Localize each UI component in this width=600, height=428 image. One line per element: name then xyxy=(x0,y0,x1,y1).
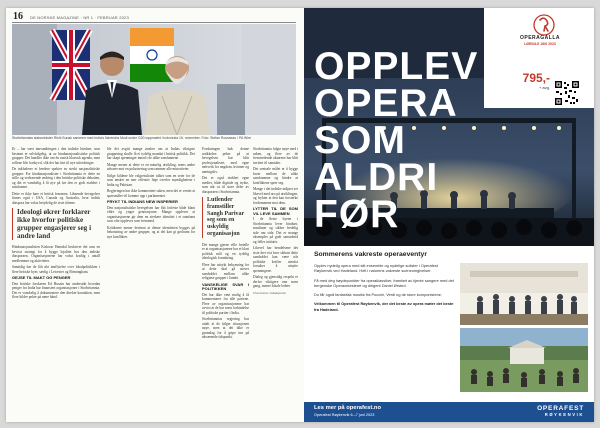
paragraph-highlight: Velkommen til Operafest Røykenvik, der det beste av opera møter det beste fra Hadeland. xyxy=(314,301,454,312)
paragraph: Likevel har hendelsene det siste året vist hvor sårbart dette samholdet kan være når politiske krefter utenfra forsøker å utnytte spenningene. xyxy=(253,246,298,273)
article-column-3 xyxy=(202,147,249,417)
headline-line: SOM xyxy=(314,119,406,162)
headline-line: ALDRI xyxy=(314,156,439,199)
section-heading: VANSKELIGE SVAR I POLITIKKEN xyxy=(202,281,249,292)
opera-summer-ad xyxy=(304,246,594,422)
article-column-2 xyxy=(107,147,195,417)
paragraph: De inkluderer et bredere spekter av sterkt nasjonalistiske grupper. For hindunasjonalister i Storbritannia er dette en stille og vedvarende endring i den britiske politiske debatten, og det er vanskelig å få øye på før den er godt etablert i samfunnet. xyxy=(12,167,100,189)
operafest-brand xyxy=(537,406,584,418)
running-head: DE NORSKE MAGAZINE · NR 1 · FEBRUAR 2023 xyxy=(30,15,129,20)
lakeside-audience-photo xyxy=(460,328,588,392)
paragraph: Storbritannias regjering har uttalt at de følger situasjonen nøye, men at det ikke er grunnlag for å gripe inn på nåværende tidspunkt. xyxy=(202,317,249,340)
price-value: 795,- xyxy=(522,71,550,85)
paragraph: Få med deg høydepunkter fra operaklassiker, framført av kjente sangere med det bergenske Operaorkesteret og dirigent Daniel Ørsted. xyxy=(314,277,454,288)
price-note: + avg. xyxy=(538,85,550,90)
headline-line: OPERA xyxy=(314,82,458,125)
headline-line: FØR xyxy=(314,193,400,236)
paragraph: Hindunasjonalisten Kishwar Hansdal beskriver det som en bevisst strategi for å bygge lojalitet hos den indiske diasporaen. Organisasjonene har vokst kraftig i antall medlemmer og aktiviteter. xyxy=(12,245,100,263)
event-name: OPERAGALLA xyxy=(520,35,560,41)
paragraph: Dette er ikke bare et britisk fenomen. Liknende bevegelser finnes også i USA, Canada og Australia, hvor indisk diaspora har vokst betydelig de siste tiårene. xyxy=(12,191,100,205)
magazine-spread xyxy=(6,8,594,422)
section-heading: LYTTER TIL DE SOM VIL LEVE SAMMEN xyxy=(253,206,298,216)
ad-title: Sommerens vakreste operaeventyr xyxy=(314,251,427,258)
paragraph: Flere har uttrykt bekymring for at dette skal gå utover samholdet mellom ulike religiøse grupper i landet. xyxy=(202,262,249,281)
paragraph: Opplev nydelig opera med sitt ensemble og nydelige solister i Operafest Røykenvik ved Hadeland. Helt i naturens vakreste sceneomgivelser. xyxy=(314,263,438,274)
article-page xyxy=(6,8,302,422)
paragraph: ble det avgitt mange ønsker om at Indias viktigste gruppering skulle få et tydelig mandat i britisk politikk. Det har skapt spenninger innad i de ulike samfunnene. xyxy=(107,147,195,160)
paragraph: Det er også etablert egne medier, både digitale og trykte, som når ut til store deler av diasporaen i Storbritannia. xyxy=(202,176,249,194)
article-photo xyxy=(12,24,296,135)
byline: Oversatt av redaksjonen xyxy=(253,290,287,295)
pull-quote: Lutlender framstiller Sangh Parivar seg som en uskyldig organisasjon xyxy=(202,197,249,238)
article-column-4 xyxy=(253,147,298,417)
ad-body xyxy=(314,263,454,316)
article-column-1 xyxy=(12,147,100,417)
operafest-logo-icon xyxy=(533,14,555,36)
banner-link[interactable]: Les mer på operafest.no xyxy=(314,405,382,411)
paragraph: Dialog og gjensidig respekt er derfor viktigere enn noen gang, mener lokale ledere. xyxy=(253,275,298,288)
photo-caption: Storbritannias statsminister Rishi Sunak sammen med India's Narendra Modi under G20-toppmøtet i Indonesia 16. november. Foto: Stefan Rousseau / PA Wire xyxy=(12,136,251,140)
section-heading: GEJSE TIL MAKT OG PENGER xyxy=(12,275,71,280)
section-heading: FRYKT TIL INDIANS NEW INSPERIER xyxy=(107,199,178,204)
event-date: LØRDAG 16/6 2023 xyxy=(524,42,556,46)
event-title xyxy=(500,35,580,46)
advertisement-page xyxy=(304,8,594,422)
header-rule xyxy=(12,22,296,23)
paragraph: Forskningen bak denne artikkelen peker på at bevegelsen har blitt profesjonalisert, med egne nettverk for ungdom, kvinner og næringsliv. xyxy=(202,147,249,174)
brand-sub: RØYKENVIK xyxy=(544,412,584,417)
banner-subtitle: Operafest Røykenvik 6.–7 juni 2023 xyxy=(314,413,375,417)
page-number: 16 xyxy=(13,11,23,22)
info-banner[interactable] xyxy=(304,402,594,422)
paragraph: Ifølge kildene ble valgresultatet tolket som en seier for de som ønsket en mer offensiv linje overfor myndighetene i India og Pakistan. xyxy=(107,173,195,187)
paragraph: Mange i det indiske miljøet ser likevel med uro på utviklingen, og frykter at den kan forsterke fordommene mot dem. xyxy=(253,187,298,205)
paragraph: Det mange gjerne ville fortelle er at organisasjonene har et klart politisk mål og en tydelig ideologisk forankring. xyxy=(202,242,249,261)
photo-illustration xyxy=(12,24,296,135)
pull-quote: Ideologi økrer forklarer ikke hvorfor politiske grupper engasjerer seg i andre land xyxy=(12,208,100,240)
paragraph: Du får også fantastisk musikk fra Puccini, Verdi og de store komponistene. xyxy=(314,292,443,298)
paragraph: Storbritannia fulgte nøye med i saken, og flere av de fremtredende aktørene har blitt invitert til samtaler. xyxy=(253,147,298,165)
paragraph: Det sentrale målet er å bygge broer mellom de ulike samfunnene og hindre at konfliktene sprer seg. xyxy=(253,167,298,185)
headline-line: OPPLEV xyxy=(314,45,479,88)
paragraph: Kritikerne mener derimot at denne identiteten bygges på bekostning av andre grupper, og at det kan gi grobunn for nye konflikter. xyxy=(107,225,195,239)
opera-gala-ad xyxy=(304,8,594,246)
paragraph: Samtidig har de fått økt innflytelse over lokalpolitikken i flere britiske byer, særlig i Leicester og Birmingham. xyxy=(12,265,100,274)
paragraph: Regjeringen har ikke kommentert saken, men det er ventet at spørsmålet vil komme opp i parlamentet. xyxy=(107,189,195,198)
paragraph: I de fleste byene i Storbritannia lever hinduer, muslimer og sikher fredelig side om side. Det er mange eksempler på godt samarbeid og felles initiativ. xyxy=(253,217,298,244)
concert-photo xyxy=(460,263,588,325)
paragraph: Den britiske forskeren Ed Husain har undersøkt hvordan penger fra India har finansiert organisasjoner i Storbritannia. Det er vanskelig å dokumentere den direkte kontakten, men flere kilder peker på nære bånd. xyxy=(12,281,100,299)
paragraph: Er – har vært innvandringen i den indiske hinduer, som bestemt er selvfølgelig, ut av hindunasjonalistiske politisk grupper. Det handler ikke om én rasisk klassisk agenda, men rollene blir forskyvd, slik det har ført til nye utfordringer. xyxy=(12,147,100,165)
paragraph: Mange mener at dette er en naturlig utvikling, mens andre advarer mot en polarisering som rammer alle minoriteter. xyxy=(107,162,195,171)
paragraph: Den nasjonalistiske bevegelsen har fått fotfeste både blant eldre og yngre generasjoner. Mange opplever at organisasjonene gir dem en sterkere identitet i et samfunn som ofte oppleves som fremmed. xyxy=(107,205,195,223)
brand-name: OPERAFEST xyxy=(537,405,584,412)
paragraph: Det har ikke vært mulig å få kommentarer fra alle partene. Flere av organisasjonene har avvist at de har noen forbindelse til politiske partier i India. xyxy=(202,292,249,315)
ad-headline xyxy=(314,45,594,236)
